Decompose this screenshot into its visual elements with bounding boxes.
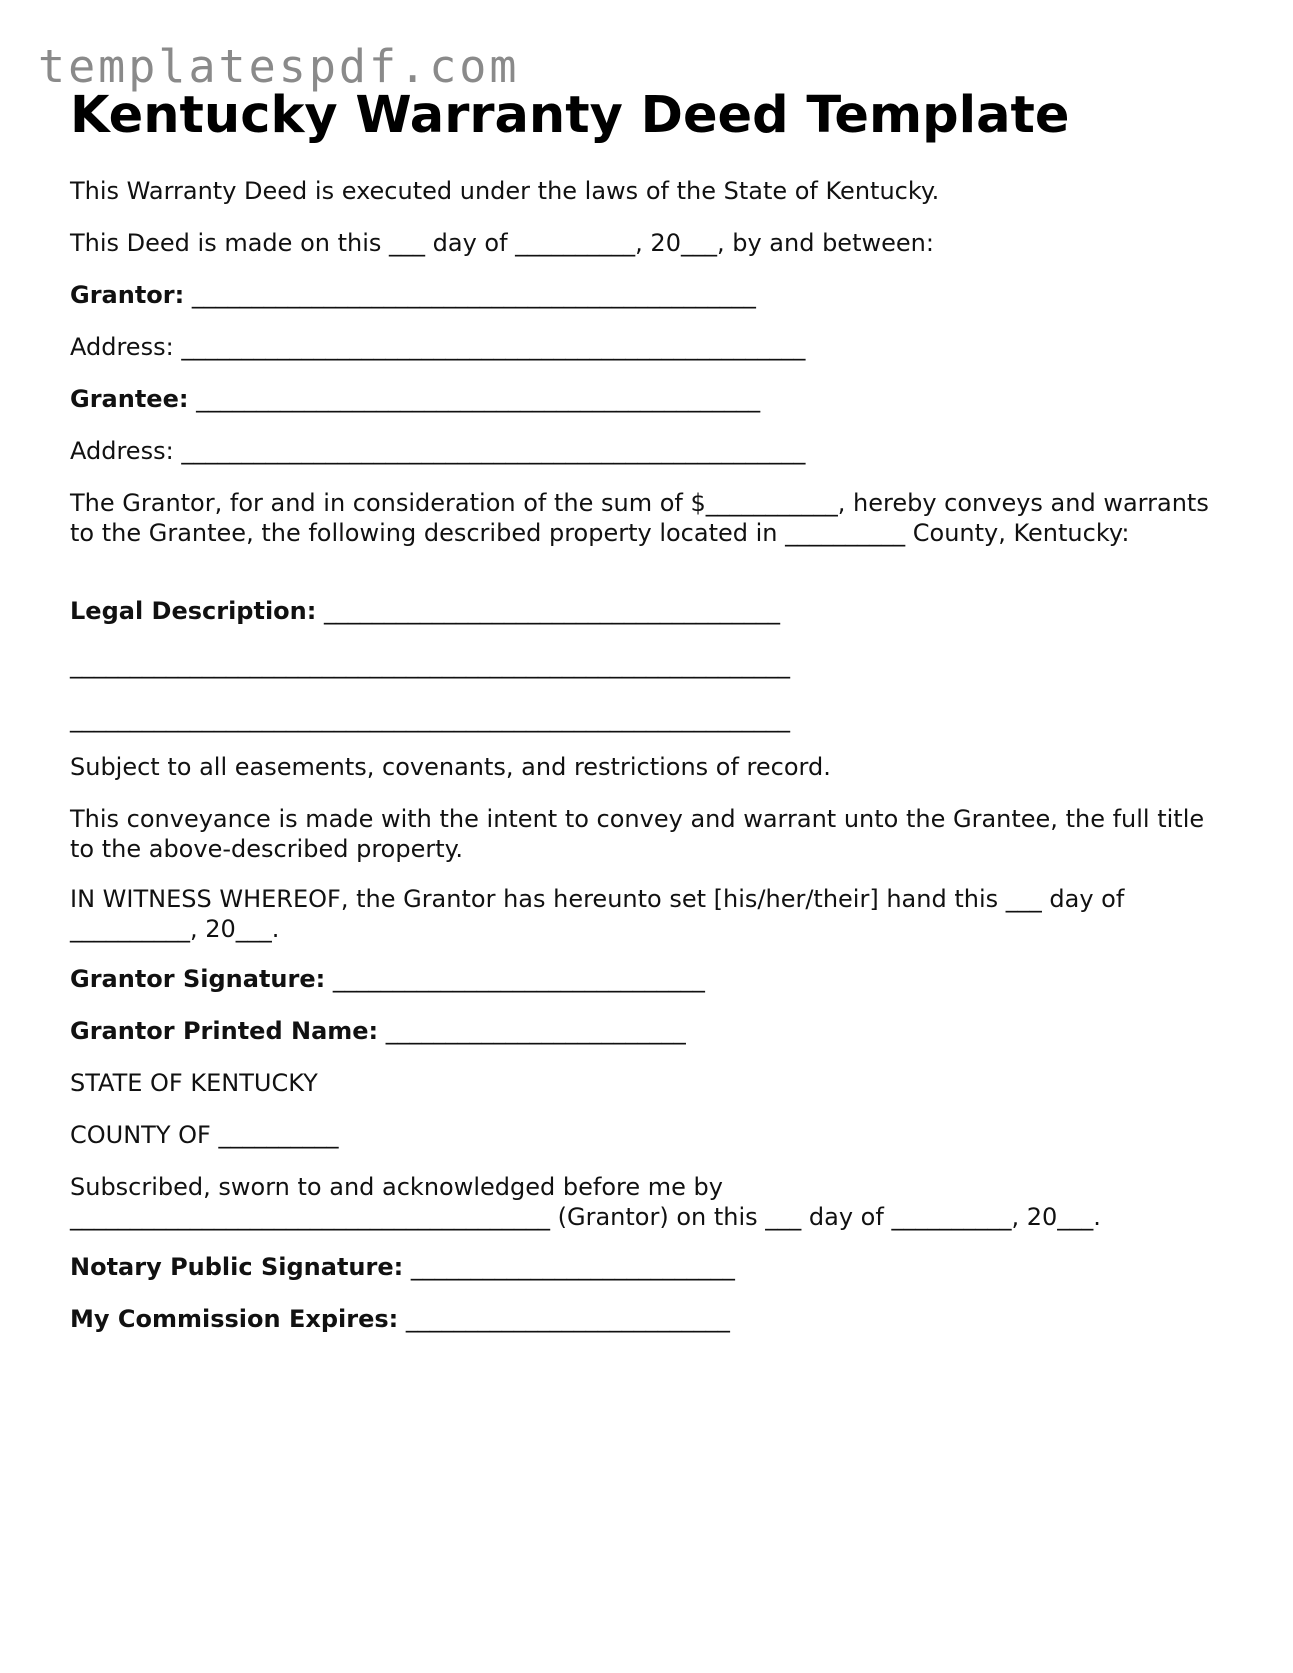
notary-signature-label: Notary Public Signature: <box>70 1253 404 1281</box>
legal-description-label: Legal Description: <box>70 597 317 625</box>
subject-text: Subject to all easements, covenants, and restrictions of record. <box>70 753 831 781</box>
grantee-address-field[interactable]: ____________________________________________________ <box>181 437 806 465</box>
grantee-address-row <box>70 436 805 466</box>
grantor-label: Grantor: <box>70 281 185 309</box>
grantor-row <box>70 280 756 310</box>
grantor-field[interactable]: _______________________________________________ <box>191 281 756 309</box>
legal-description-row <box>70 596 780 626</box>
grantor-address-field[interactable]: ____________________________________________________ <box>181 333 806 361</box>
grantee-label: Grantee: <box>70 385 189 413</box>
notary-signature-field[interactable]: ___________________________ <box>410 1253 735 1281</box>
witness-paragraph: IN WITNESS WHEREOF, the Grantor has hereunto set [his/her/their] hand this ___ day of __________, 20___. <box>70 885 1125 943</box>
date-line: This Deed is made on this ___ day of __________, 20___, by and between: <box>70 229 934 257</box>
grantor-signature-label: Grantor Signature: <box>70 965 326 993</box>
grantor-signature-row <box>70 964 705 994</box>
grantee-field[interactable]: _______________________________________________ <box>196 385 761 413</box>
legal-description-field[interactable]: ______________________________________ <box>324 597 780 625</box>
grantee-row <box>70 384 760 414</box>
commission-expires-row <box>70 1304 730 1334</box>
page-title: Kentucky Warranty Deed Template <box>70 86 1070 145</box>
state-text: STATE OF KENTUCKY <box>70 1069 318 1097</box>
grantor-printed-name-row <box>70 1016 686 1046</box>
grantor-address-label: Address: <box>70 333 174 361</box>
intro-text: This Warranty Deed is executed under the laws of the State of Kentucky. <box>70 177 940 205</box>
legal-description-line-2[interactable]: ____________________________________________________________ <box>70 651 790 679</box>
notary-signature-row <box>70 1252 735 1282</box>
grantor-signature-field[interactable]: _______________________________ <box>332 965 705 993</box>
county-text: COUNTY OF __________ <box>70 1121 339 1149</box>
grantee-address-label: Address: <box>70 437 174 465</box>
acknowledgment-paragraph: Subscribed, sworn to and acknowledged before me by ________________________________________ (Grantor) on this ___ day of __________, 20___. <box>70 1173 1101 1231</box>
grantor-printed-name-label: Grantor Printed Name: <box>70 1017 379 1045</box>
commission-expires-label: My Commission Expires: <box>70 1305 399 1333</box>
watermark: templatespdf.com <box>38 40 520 93</box>
grantor-address-row <box>70 332 805 362</box>
commission-expires-field[interactable]: ___________________________ <box>405 1305 730 1333</box>
grantor-printed-name-field[interactable]: _________________________ <box>385 1017 686 1045</box>
conveyance-paragraph: This conveyance is made with the intent to convey and warrant unto the Grantee, the full title to the above-described property. <box>70 805 1205 863</box>
consideration-paragraph: The Grantor, for and in consideration of the sum of $___________, hereby conveys and warrants to the Grantee, the following described property located in __________ County, Kentucky: <box>70 489 1209 547</box>
legal-description-line-3[interactable]: ____________________________________________________________ <box>70 705 790 733</box>
